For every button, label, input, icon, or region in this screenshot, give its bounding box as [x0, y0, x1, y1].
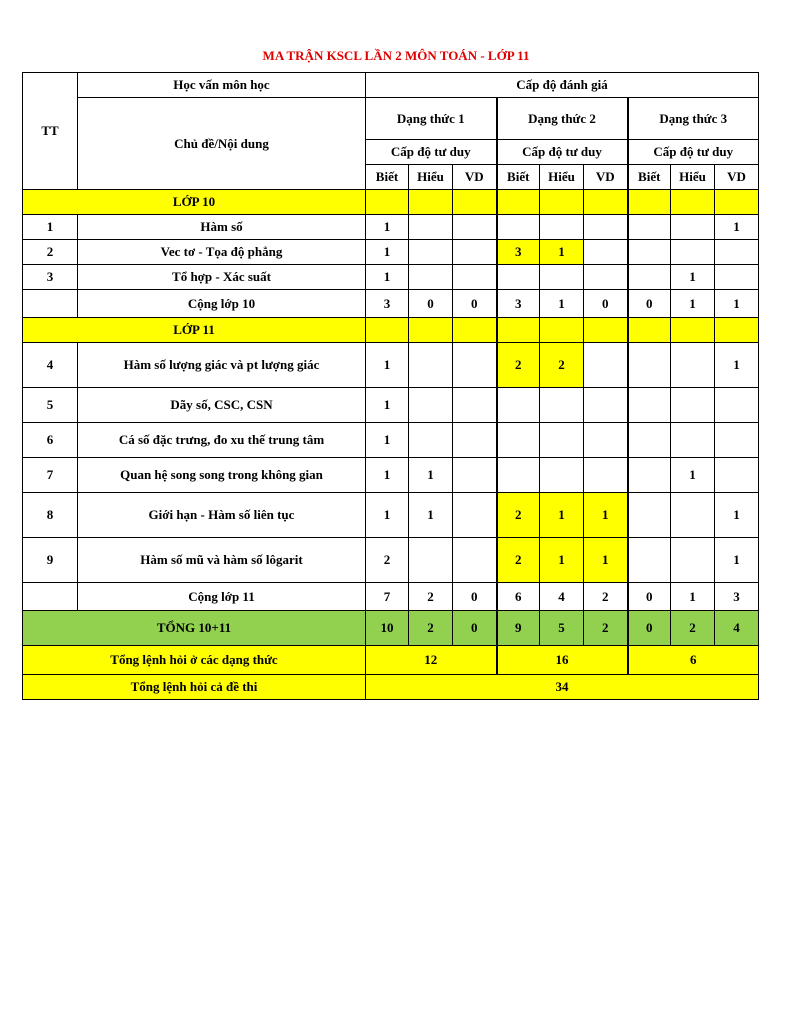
- count-cell: 1: [671, 265, 715, 290]
- grand-total-cell: 9: [497, 611, 540, 646]
- empty-cell: [453, 190, 497, 215]
- count-cell: [584, 265, 628, 290]
- count-cell: [628, 493, 671, 538]
- subtotal-label: Cộng lớp 11: [78, 583, 366, 611]
- count-cell: [584, 215, 628, 240]
- header-level: Hiểu: [671, 165, 715, 190]
- count-cell: [540, 265, 584, 290]
- header-dang-thuc-1: Dạng thức 1: [366, 98, 497, 140]
- empty-cell: [453, 318, 497, 343]
- subtotal-cell: 0: [409, 290, 453, 318]
- topic-name: Hàm số mũ và hàm số lôgarit: [78, 538, 366, 583]
- topic-name: Tổ hợp - Xác suất: [78, 265, 366, 290]
- subtotal-cell: 1: [715, 290, 759, 318]
- header-level: Hiểu: [540, 165, 584, 190]
- subtotal-row: [23, 290, 759, 318]
- count-cell: [409, 265, 453, 290]
- empty-cell: [671, 190, 715, 215]
- count-cell: [453, 388, 497, 423]
- page-title: MA TRẬN KSCL LẦN 2 MÔN TOÁN - LỚP 11: [262, 48, 530, 63]
- per-form-total-value: 6: [628, 646, 759, 675]
- count-cell: 1: [366, 388, 409, 423]
- count-cell: 1: [366, 215, 409, 240]
- section-label: LỚP 11: [23, 318, 366, 343]
- table-row: [23, 265, 759, 290]
- count-cell: [409, 240, 453, 265]
- header-level: Biết: [628, 165, 671, 190]
- count-cell: 1: [366, 423, 409, 458]
- grand-total-cell: 2: [584, 611, 628, 646]
- subtotal-cell: 0: [628, 583, 671, 611]
- grand-total-cell: 0: [453, 611, 497, 646]
- grand-total-row: [23, 611, 759, 646]
- grand-total-cell: 5: [540, 611, 584, 646]
- count-cell: [409, 215, 453, 240]
- table-row: [23, 240, 759, 265]
- header-level: VD: [453, 165, 497, 190]
- empty-cell: [715, 318, 759, 343]
- subtotal-cell: 2: [409, 583, 453, 611]
- header-cap-do-tu-duy-1: Cấp độ tư duy: [366, 140, 497, 165]
- count-cell: [453, 240, 497, 265]
- count-cell: [453, 493, 497, 538]
- section-row: [23, 318, 759, 343]
- table-row: [23, 215, 759, 240]
- count-cell: [628, 388, 671, 423]
- subtotal-cell: 0: [453, 290, 497, 318]
- count-cell: [409, 343, 453, 388]
- subtotal-label: Cộng lớp 10: [78, 290, 366, 318]
- count-cell: [540, 215, 584, 240]
- count-cell: [628, 343, 671, 388]
- count-cell: 1: [540, 538, 584, 583]
- header-hoc-van: Học vấn môn học: [78, 73, 366, 98]
- header-tt: TT: [23, 73, 78, 190]
- count-cell: 2: [497, 538, 540, 583]
- count-cell: [584, 343, 628, 388]
- empty-cell: [584, 190, 628, 215]
- grand-total-cell: 10: [366, 611, 409, 646]
- table-row: [23, 343, 759, 388]
- table-row: [23, 538, 759, 583]
- count-cell: [453, 423, 497, 458]
- row-number: 3: [23, 265, 78, 290]
- topic-name: Vec tơ - Tọa độ phẳng: [78, 240, 366, 265]
- count-cell: 1: [366, 343, 409, 388]
- header-cap-do-danh-gia: Cấp độ đánh giá: [366, 73, 759, 98]
- subtotal-cell: 3: [366, 290, 409, 318]
- header-dang-thuc-3: Dạng thức 3: [628, 98, 759, 140]
- count-cell: [671, 240, 715, 265]
- empty-cell: [715, 190, 759, 215]
- per-form-total-value: 16: [497, 646, 628, 675]
- count-cell: [628, 538, 671, 583]
- row-number: 7: [23, 458, 78, 493]
- empty-cell: [497, 190, 540, 215]
- table-row: [23, 388, 759, 423]
- empty-cell: [409, 318, 453, 343]
- count-cell: [453, 458, 497, 493]
- empty-cell: [671, 318, 715, 343]
- empty-cell: [584, 318, 628, 343]
- count-cell: 1: [409, 493, 453, 538]
- topic-name: Giới hạn - Hàm số liên tục: [78, 493, 366, 538]
- empty-cell: [628, 318, 671, 343]
- row-number: 9: [23, 538, 78, 583]
- count-cell: [715, 240, 759, 265]
- count-cell: [671, 343, 715, 388]
- empty-cell: [366, 318, 409, 343]
- empty-cell: [628, 190, 671, 215]
- count-cell: [540, 458, 584, 493]
- table-row: [23, 458, 759, 493]
- count-cell: [409, 423, 453, 458]
- header-chu-de: Chủ đề/Nội dung: [78, 98, 366, 190]
- count-cell: 2: [540, 343, 584, 388]
- count-cell: [715, 423, 759, 458]
- grand-total-cell: 2: [409, 611, 453, 646]
- topic-name: Hàm số: [78, 215, 366, 240]
- count-cell: [628, 240, 671, 265]
- header-cap-do-tu-duy-2: Cấp độ tư duy: [497, 140, 628, 165]
- per-form-total-row: [23, 646, 759, 675]
- count-cell: [540, 388, 584, 423]
- exam-total-label: Tổng lệnh hỏi cả đề thi: [23, 675, 366, 700]
- count-cell: [715, 388, 759, 423]
- count-cell: [628, 423, 671, 458]
- count-cell: [671, 493, 715, 538]
- count-cell: [584, 423, 628, 458]
- count-cell: [497, 215, 540, 240]
- per-form-total-label: Tổng lệnh hỏi ở các dạng thức: [23, 646, 366, 675]
- header-dang-thuc-2: Dạng thức 2: [497, 98, 628, 140]
- count-cell: [409, 538, 453, 583]
- empty-cell: [497, 318, 540, 343]
- count-cell: [628, 215, 671, 240]
- count-cell: 1: [671, 458, 715, 493]
- header-level: VD: [584, 165, 628, 190]
- count-cell: [671, 538, 715, 583]
- subtotal-row: [23, 583, 759, 611]
- count-cell: [671, 423, 715, 458]
- subtotal-cell: 1: [671, 583, 715, 611]
- subtotal-cell: 6: [497, 583, 540, 611]
- grand-total-cell: 4: [715, 611, 759, 646]
- table-row: [23, 423, 759, 458]
- topic-name: Dãy số, CSC, CSN: [78, 388, 366, 423]
- count-cell: 1: [715, 538, 759, 583]
- count-cell: [671, 215, 715, 240]
- empty-cell: [409, 190, 453, 215]
- count-cell: [584, 458, 628, 493]
- count-cell: [715, 458, 759, 493]
- grand-total-cell: 2: [671, 611, 715, 646]
- row-number: 1: [23, 215, 78, 240]
- subtotal-cell: 2: [584, 583, 628, 611]
- count-cell: 1: [366, 240, 409, 265]
- grand-total-label: TỔNG 10+11: [23, 611, 366, 646]
- assessment-matrix-table: [22, 72, 759, 700]
- count-cell: 1: [584, 538, 628, 583]
- count-cell: 1: [715, 343, 759, 388]
- subtotal-cell: 0: [628, 290, 671, 318]
- empty-cell: [23, 583, 78, 611]
- count-cell: [453, 215, 497, 240]
- count-cell: [497, 265, 540, 290]
- header-level: Biết: [497, 165, 540, 190]
- per-form-total-value: 12: [366, 646, 497, 675]
- subtotal-cell: 3: [715, 583, 759, 611]
- table-row: [23, 493, 759, 538]
- count-cell: 2: [366, 538, 409, 583]
- row-number: 4: [23, 343, 78, 388]
- count-cell: [497, 388, 540, 423]
- header-level: Hiểu: [409, 165, 453, 190]
- count-cell: 1: [366, 265, 409, 290]
- subtotal-cell: 4: [540, 583, 584, 611]
- count-cell: 1: [584, 493, 628, 538]
- row-number: 8: [23, 493, 78, 538]
- header-level: Biết: [366, 165, 409, 190]
- topic-name: Hàm số lượng giác và pt lượng giác: [78, 343, 366, 388]
- exam-total-row: [23, 675, 759, 700]
- count-cell: [584, 388, 628, 423]
- count-cell: [453, 265, 497, 290]
- count-cell: [453, 343, 497, 388]
- header-cap-do-tu-duy-3: Cấp độ tư duy: [628, 140, 759, 165]
- empty-cell: [540, 190, 584, 215]
- exam-total-value: 34: [366, 675, 759, 700]
- topic-name: Cá số đặc trưng, đo xu thế trung tâm: [78, 423, 366, 458]
- count-cell: [409, 388, 453, 423]
- empty-cell: [540, 318, 584, 343]
- count-cell: [628, 265, 671, 290]
- row-number: 5: [23, 388, 78, 423]
- count-cell: 1: [540, 493, 584, 538]
- subtotal-cell: 1: [540, 290, 584, 318]
- count-cell: 1: [366, 458, 409, 493]
- count-cell: [540, 423, 584, 458]
- section-row: [23, 190, 759, 215]
- topic-name: Quan hệ song song trong không gian: [78, 458, 366, 493]
- count-cell: [628, 458, 671, 493]
- count-cell: 1: [366, 493, 409, 538]
- count-cell: 2: [497, 343, 540, 388]
- count-cell: [497, 423, 540, 458]
- count-cell: [453, 538, 497, 583]
- count-cell: 1: [715, 493, 759, 538]
- subtotal-cell: 0: [453, 583, 497, 611]
- subtotal-cell: 7: [366, 583, 409, 611]
- count-cell: [715, 265, 759, 290]
- subtotal-cell: 3: [497, 290, 540, 318]
- grand-total-cell: 0: [628, 611, 671, 646]
- header-level: VD: [715, 165, 759, 190]
- empty-cell: [23, 290, 78, 318]
- count-cell: 1: [715, 215, 759, 240]
- row-number: 6: [23, 423, 78, 458]
- count-cell: 3: [497, 240, 540, 265]
- row-number: 2: [23, 240, 78, 265]
- count-cell: [584, 240, 628, 265]
- count-cell: 1: [540, 240, 584, 265]
- section-label: LỚP 10: [23, 190, 366, 215]
- count-cell: 1: [409, 458, 453, 493]
- subtotal-cell: 0: [584, 290, 628, 318]
- count-cell: 2: [497, 493, 540, 538]
- subtotal-cell: 1: [671, 290, 715, 318]
- count-cell: [497, 458, 540, 493]
- count-cell: [671, 388, 715, 423]
- empty-cell: [366, 190, 409, 215]
